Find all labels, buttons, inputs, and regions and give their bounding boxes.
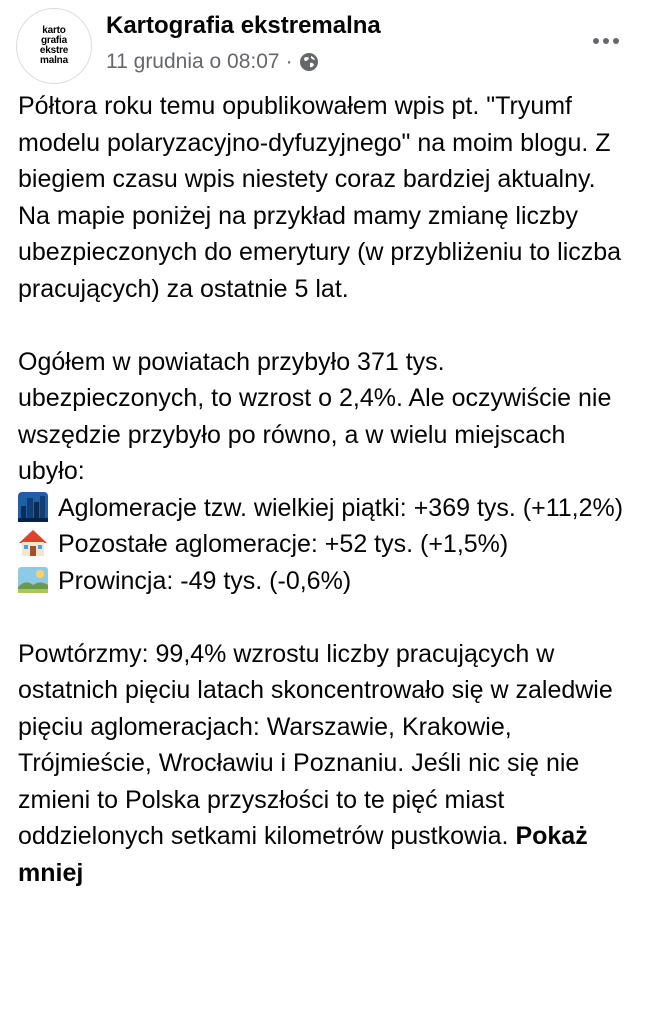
avatar-logo-text: karto grafia ekstre malna xyxy=(39,25,69,66)
list-item xyxy=(18,526,634,563)
list-item-text: Pozostałe aglomeracje: +52 tys. (+1,5%) xyxy=(58,530,509,558)
more-options-button[interactable] xyxy=(586,26,626,56)
see-less-link[interactable]: Pokaż mniej xyxy=(18,822,588,887)
more-dot-icon xyxy=(603,38,609,44)
cityscape-icon xyxy=(18,492,48,522)
landscape-icon xyxy=(18,565,48,595)
page-name-link[interactable]: Kartografia ekstremalna xyxy=(106,12,381,39)
more-dot-icon xyxy=(613,38,619,44)
post-paragraph-2: Ogółem w powiatach przybyło 371 tys. ubezpieczonych, to wzrost o 2,4%. Ale oczywiście nie wszędzie przybyło po równo, a w wielu miejscach ubyło: xyxy=(18,347,612,485)
house-icon xyxy=(18,528,48,558)
list-item xyxy=(18,563,634,600)
post-paragraph-3 xyxy=(18,636,634,892)
globe-icon[interactable] xyxy=(299,52,319,72)
list-item xyxy=(18,490,634,527)
post-header xyxy=(16,8,634,88)
post-body xyxy=(18,88,634,891)
page-avatar[interactable] xyxy=(16,8,92,84)
list-item-text: Aglomeracje tzw. wielkiej piątki: +369 tys. (+11,2%) xyxy=(58,493,624,522)
post-timestamp[interactable]: 11 grudnia o 08:07 xyxy=(106,50,280,73)
post-meta xyxy=(106,50,319,74)
more-dot-icon xyxy=(593,38,599,44)
meta-separator: · xyxy=(285,50,293,73)
list-item-text: Prowincja: -49 tys. (-0,6%) xyxy=(58,566,352,595)
post-paragraph-1: Półtora roku temu opublikowałem wpis pt. "Tryumf modelu polaryzacyjno-dyfuzyjnego" na moim blogu. Z biegiem czasu wpis niestety coraz bardziej aktualny. Na mapie poniżej na przykład mamy zmianę liczby ubezpieczonych do emerytury (w przybliżeniu to liczba pracujących) za ostatnie 5 lat. xyxy=(18,92,622,303)
post-paragraph-3-text: Powtórzmy: 99,4% wzrostu liczby pracujących w ostatnich pięciu latach skoncentrowało się w zaledwie pięciu aglomeracjach: Warszawie, Krakowie, Trójmieście, Wrocławiu i Poznaniu. Jeśli nic się nie zmieni to Polska przyszłości to te pięć miast oddzielonych setkami kilometrów pustkowia. xyxy=(18,639,613,850)
